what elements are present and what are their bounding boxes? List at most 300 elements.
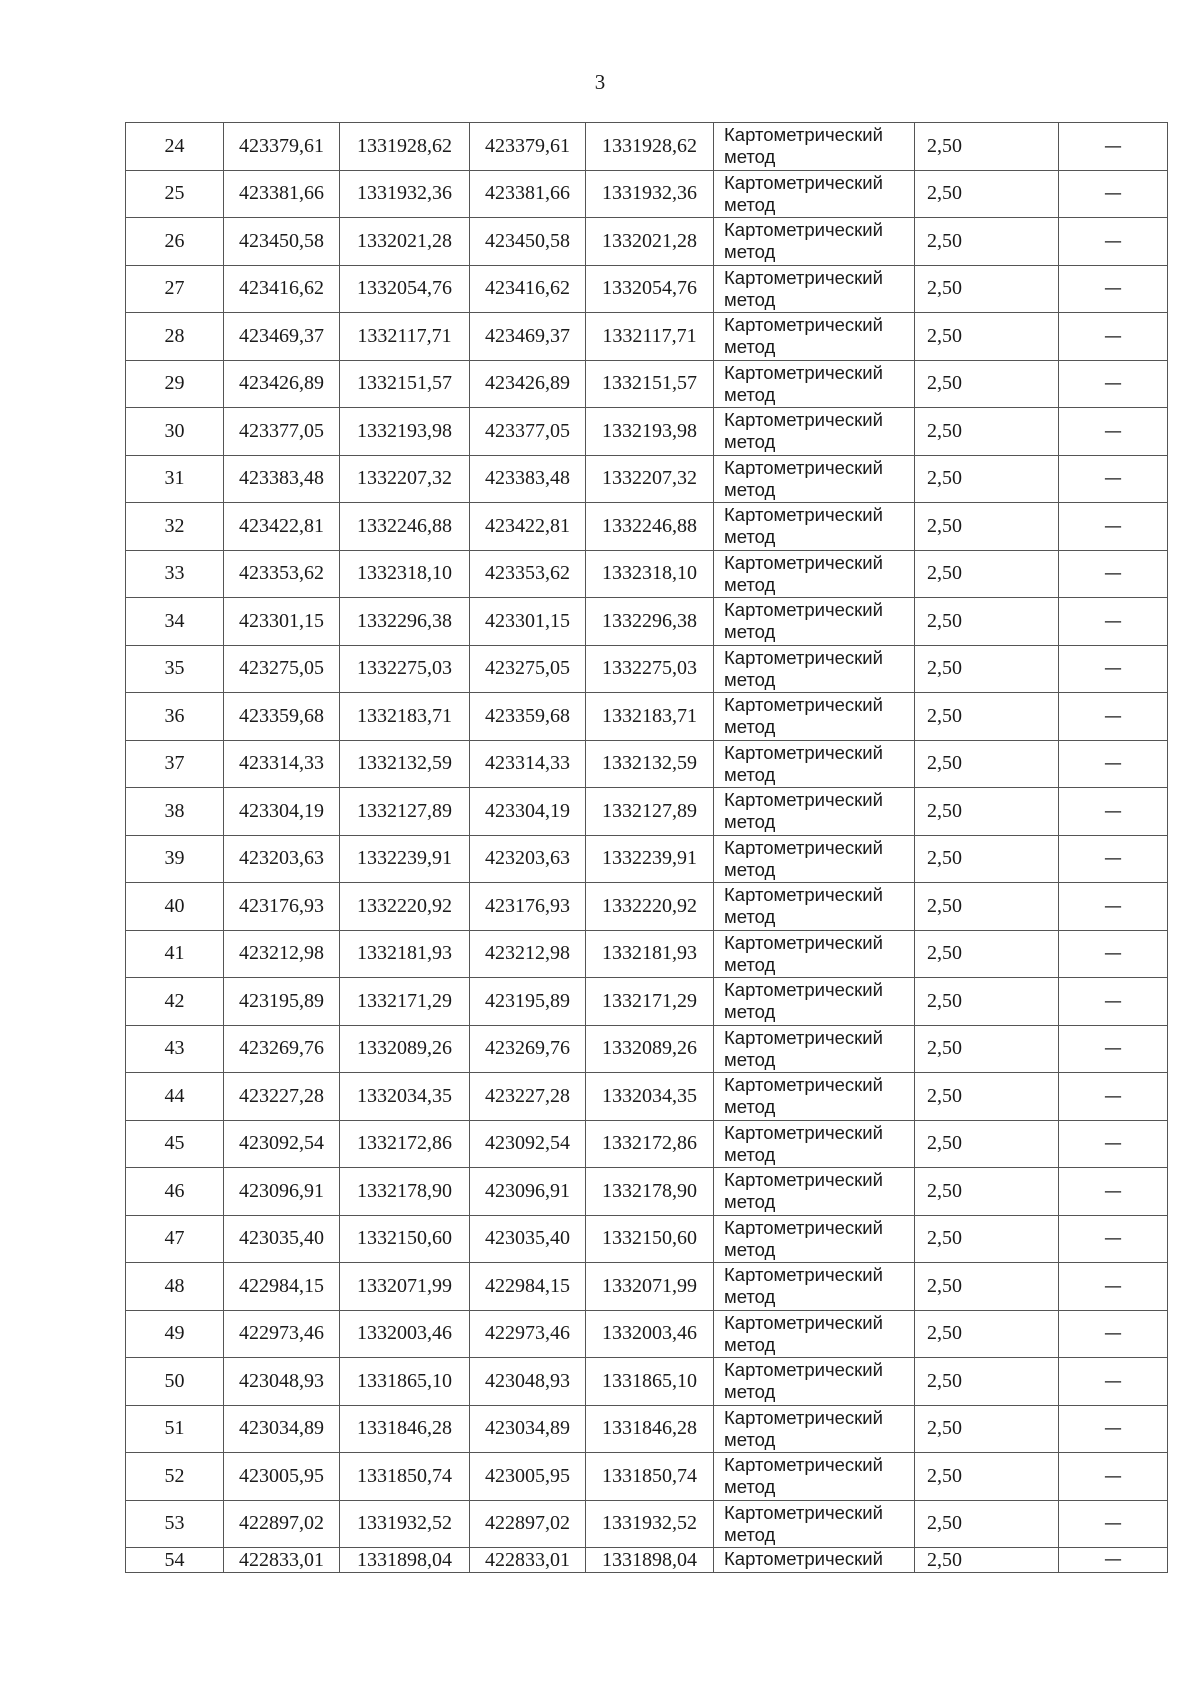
- existing-x-cell: 423195,89: [224, 978, 340, 1026]
- existing-y-cell: 1331865,10: [340, 1358, 470, 1406]
- point-number-cell: 31: [126, 455, 224, 503]
- new-y-cell: 1332021,28: [586, 218, 714, 266]
- method-line: метод: [724, 953, 776, 975]
- table-row: [126, 360, 1168, 408]
- table-row: [126, 1215, 1168, 1263]
- existing-x-cell: 423379,61: [224, 123, 340, 171]
- method-line: Картометрический: [724, 1026, 883, 1048]
- new-y-cell: 1332171,29: [586, 978, 714, 1026]
- note-cell: —: [1059, 788, 1168, 836]
- method-cell: [714, 835, 915, 883]
- method-line: Картометрический: [724, 171, 883, 193]
- new-y-cell: 1331865,10: [586, 1358, 714, 1406]
- accuracy-cell: 2,50: [915, 1168, 1059, 1216]
- table-row: [126, 1073, 1168, 1121]
- table-row: [126, 1120, 1168, 1168]
- method-line: метод: [724, 431, 776, 453]
- existing-x-cell: 423301,15: [224, 598, 340, 646]
- method-cell: [714, 1025, 915, 1073]
- point-number-cell: 25: [126, 170, 224, 218]
- table-row: [126, 1263, 1168, 1311]
- method-line: метод: [724, 1096, 776, 1118]
- point-number-cell: 36: [126, 693, 224, 741]
- table-row: [126, 1453, 1168, 1501]
- new-y-cell: 1332127,89: [586, 788, 714, 836]
- method-line: метод: [724, 1428, 776, 1450]
- accuracy-cell: 2,50: [915, 740, 1059, 788]
- point-number-cell: 48: [126, 1263, 224, 1311]
- method-line: Картометрический: [724, 124, 883, 146]
- existing-x-cell: 423359,68: [224, 693, 340, 741]
- existing-x-cell: 423353,62: [224, 550, 340, 598]
- existing-x-cell: 423035,40: [224, 1215, 340, 1263]
- accuracy-cell: 2,50: [915, 170, 1059, 218]
- method-line: метод: [724, 1048, 776, 1070]
- method-line: Картометрический: [724, 219, 883, 241]
- new-x-cell: 423203,63: [470, 835, 586, 883]
- method-line: метод: [724, 1238, 776, 1260]
- existing-x-cell: 423005,95: [224, 1453, 340, 1501]
- new-x-cell: 422897,02: [470, 1500, 586, 1548]
- accuracy-cell: 2,50: [915, 313, 1059, 361]
- existing-y-cell: 1331846,28: [340, 1405, 470, 1453]
- new-y-cell: 1332003,46: [586, 1310, 714, 1358]
- new-x-cell: 423416,62: [470, 265, 586, 313]
- accuracy-cell: 2,50: [915, 835, 1059, 883]
- existing-y-cell: 1332207,32: [340, 455, 470, 503]
- point-number-cell: 40: [126, 883, 224, 931]
- table-row: [126, 645, 1168, 693]
- new-y-cell: 1332296,38: [586, 598, 714, 646]
- existing-y-cell: 1332239,91: [340, 835, 470, 883]
- method-line: метод: [724, 288, 776, 310]
- new-x-cell: 423359,68: [470, 693, 586, 741]
- accuracy-cell: 2,50: [915, 218, 1059, 266]
- existing-y-cell: 1332181,93: [340, 930, 470, 978]
- point-number-cell: 44: [126, 1073, 224, 1121]
- point-number-cell: 34: [126, 598, 224, 646]
- new-x-cell: 423304,19: [470, 788, 586, 836]
- table-row: [126, 503, 1168, 551]
- method-line: метод: [724, 811, 776, 833]
- method-line: Картометрический: [724, 646, 883, 668]
- new-y-cell: 1332275,03: [586, 645, 714, 693]
- note-cell: —: [1059, 978, 1168, 1026]
- existing-x-cell: 423304,19: [224, 788, 340, 836]
- table-row: [126, 740, 1168, 788]
- table-row: [126, 1310, 1168, 1358]
- method-line: Картометрический: [724, 1359, 883, 1381]
- new-y-cell: 1332150,60: [586, 1215, 714, 1263]
- new-y-cell: 1331932,52: [586, 1500, 714, 1548]
- accuracy-cell: 2,50: [915, 1025, 1059, 1073]
- method-line: Картометрический: [724, 1311, 883, 1333]
- point-number-cell: 30: [126, 408, 224, 456]
- existing-y-cell: 1332034,35: [340, 1073, 470, 1121]
- method-line: метод: [724, 621, 776, 643]
- existing-x-cell: 423096,91: [224, 1168, 340, 1216]
- method-line: Картометрический: [724, 836, 883, 858]
- new-y-cell: 1332089,26: [586, 1025, 714, 1073]
- point-number-cell: 45: [126, 1120, 224, 1168]
- note-cell: —: [1059, 1358, 1168, 1406]
- existing-x-cell: 423092,54: [224, 1120, 340, 1168]
- existing-x-cell: 423426,89: [224, 360, 340, 408]
- existing-x-cell: 423227,28: [224, 1073, 340, 1121]
- method-line: Картометрический: [724, 314, 883, 336]
- method-cell: [714, 218, 915, 266]
- existing-y-cell: 1332296,38: [340, 598, 470, 646]
- accuracy-cell: 2,50: [915, 1405, 1059, 1453]
- method-line: Картометрический: [724, 1169, 883, 1191]
- method-cell: [714, 1168, 915, 1216]
- method-line: метод: [724, 668, 776, 690]
- table-row: [126, 1358, 1168, 1406]
- new-y-cell: 1332054,76: [586, 265, 714, 313]
- point-number-cell: 39: [126, 835, 224, 883]
- method-cell: [714, 883, 915, 931]
- table-row: [126, 313, 1168, 361]
- point-number-cell: 53: [126, 1500, 224, 1548]
- existing-x-cell: 423212,98: [224, 930, 340, 978]
- existing-y-cell: 1332021,28: [340, 218, 470, 266]
- new-x-cell: 423381,66: [470, 170, 586, 218]
- method-cell: [714, 550, 915, 598]
- point-number-cell: 47: [126, 1215, 224, 1263]
- new-y-cell: 1332151,57: [586, 360, 714, 408]
- method-line: Картометрический: [724, 931, 883, 953]
- existing-x-cell: 423176,93: [224, 883, 340, 931]
- accuracy-cell: 2,50: [915, 693, 1059, 741]
- new-x-cell: 423383,48: [470, 455, 586, 503]
- existing-y-cell: 1332178,90: [340, 1168, 470, 1216]
- new-y-cell: 1332207,32: [586, 455, 714, 503]
- new-y-cell: 1331932,36: [586, 170, 714, 218]
- method-line: метод: [724, 383, 776, 405]
- method-line: Картометрический: [724, 456, 883, 478]
- method-line: Картометрический: [724, 1216, 883, 1238]
- note-cell: —: [1059, 1120, 1168, 1168]
- existing-y-cell: 1332193,98: [340, 408, 470, 456]
- method-line: метод: [724, 1333, 776, 1355]
- point-number-cell: 54: [126, 1548, 224, 1573]
- new-y-cell: 1331850,74: [586, 1453, 714, 1501]
- note-cell: —: [1059, 313, 1168, 361]
- table-row: [126, 693, 1168, 741]
- note-cell: —: [1059, 1025, 1168, 1073]
- new-x-cell: 423275,05: [470, 645, 586, 693]
- new-x-cell: 423035,40: [470, 1215, 586, 1263]
- page-number: 3: [594, 70, 606, 94]
- accuracy-cell: 2,50: [915, 1263, 1059, 1311]
- table-row: [126, 788, 1168, 836]
- coordinates-table: [125, 122, 1168, 1573]
- note-cell: —: [1059, 598, 1168, 646]
- method-line: Картометрический: [724, 266, 883, 288]
- existing-y-cell: 1332318,10: [340, 550, 470, 598]
- method-cell: [714, 170, 915, 218]
- existing-x-cell: 423381,66: [224, 170, 340, 218]
- accuracy-cell: 2,50: [915, 978, 1059, 1026]
- method-cell: [714, 360, 915, 408]
- new-y-cell: 1331928,62: [586, 123, 714, 171]
- method-line: метод: [724, 526, 776, 548]
- accuracy-cell: 2,50: [915, 408, 1059, 456]
- point-number-cell: 24: [126, 123, 224, 171]
- accuracy-cell: 2,50: [915, 1358, 1059, 1406]
- point-number-cell: 35: [126, 645, 224, 693]
- table-row: [126, 1025, 1168, 1073]
- point-number-cell: 37: [126, 740, 224, 788]
- existing-y-cell: 1332150,60: [340, 1215, 470, 1263]
- point-number-cell: 33: [126, 550, 224, 598]
- new-x-cell: 423377,05: [470, 408, 586, 456]
- method-line: Картометрический: [724, 599, 883, 621]
- method-cell: [714, 265, 915, 313]
- method-line: метод: [724, 763, 776, 785]
- table-row: [126, 218, 1168, 266]
- note-cell: —: [1059, 123, 1168, 171]
- accuracy-cell: 2,50: [915, 123, 1059, 171]
- method-line: метод: [724, 1523, 776, 1545]
- existing-y-cell: 1332220,92: [340, 883, 470, 931]
- method-cell: [714, 1548, 915, 1573]
- note-cell: —: [1059, 835, 1168, 883]
- note-cell: —: [1059, 1073, 1168, 1121]
- note-cell: —: [1059, 1215, 1168, 1263]
- existing-x-cell: 423275,05: [224, 645, 340, 693]
- method-line: Картометрический: [724, 504, 883, 526]
- method-line: Картометрический: [724, 1548, 883, 1569]
- method-cell: [714, 1310, 915, 1358]
- existing-y-cell: 1332151,57: [340, 360, 470, 408]
- new-x-cell: 423301,15: [470, 598, 586, 646]
- method-line: Картометрический: [724, 741, 883, 763]
- method-line: метод: [724, 478, 776, 500]
- existing-x-cell: 423269,76: [224, 1025, 340, 1073]
- method-cell: [714, 1073, 915, 1121]
- existing-x-cell: 422833,01: [224, 1548, 340, 1573]
- note-cell: —: [1059, 1405, 1168, 1453]
- note-cell: —: [1059, 503, 1168, 551]
- point-number-cell: 41: [126, 930, 224, 978]
- existing-y-cell: 1332183,71: [340, 693, 470, 741]
- method-line: Картометрический: [724, 1074, 883, 1096]
- point-number-cell: 32: [126, 503, 224, 551]
- method-cell: [714, 1500, 915, 1548]
- new-x-cell: 423379,61: [470, 123, 586, 171]
- note-cell: —: [1059, 1548, 1168, 1573]
- table-row: [126, 550, 1168, 598]
- method-line: Картометрический: [724, 1121, 883, 1143]
- new-x-cell: 423450,58: [470, 218, 586, 266]
- method-line: метод: [724, 1143, 776, 1165]
- method-line: метод: [724, 716, 776, 738]
- new-x-cell: 423422,81: [470, 503, 586, 551]
- existing-y-cell: 1332117,71: [340, 313, 470, 361]
- accuracy-cell: 2,50: [915, 1120, 1059, 1168]
- new-y-cell: 1331898,04: [586, 1548, 714, 1573]
- new-x-cell: 423269,76: [470, 1025, 586, 1073]
- accuracy-cell: 2,50: [915, 265, 1059, 313]
- accuracy-cell: 2,50: [915, 883, 1059, 931]
- method-line: Картометрический: [724, 979, 883, 1001]
- existing-y-cell: 1331928,62: [340, 123, 470, 171]
- method-line: метод: [724, 241, 776, 263]
- new-y-cell: 1332132,59: [586, 740, 714, 788]
- new-y-cell: 1332239,91: [586, 835, 714, 883]
- existing-y-cell: 1332127,89: [340, 788, 470, 836]
- note-cell: —: [1059, 1310, 1168, 1358]
- new-x-cell: 422833,01: [470, 1548, 586, 1573]
- table-row: [126, 1168, 1168, 1216]
- new-y-cell: 1332117,71: [586, 313, 714, 361]
- method-cell: [714, 740, 915, 788]
- note-cell: —: [1059, 740, 1168, 788]
- note-cell: —: [1059, 218, 1168, 266]
- method-line: Картометрический: [724, 884, 883, 906]
- existing-x-cell: 422897,02: [224, 1500, 340, 1548]
- note-cell: —: [1059, 1500, 1168, 1548]
- new-x-cell: 423005,95: [470, 1453, 586, 1501]
- existing-x-cell: 423034,89: [224, 1405, 340, 1453]
- method-cell: [714, 1453, 915, 1501]
- method-line: метод: [724, 906, 776, 928]
- note-cell: —: [1059, 693, 1168, 741]
- method-line: метод: [724, 573, 776, 595]
- accuracy-cell: 2,50: [915, 455, 1059, 503]
- new-x-cell: 423469,37: [470, 313, 586, 361]
- method-cell: [714, 408, 915, 456]
- method-line: метод: [724, 1286, 776, 1308]
- existing-x-cell: 423048,93: [224, 1358, 340, 1406]
- new-y-cell: 1332220,92: [586, 883, 714, 931]
- existing-x-cell: 423416,62: [224, 265, 340, 313]
- point-number-cell: 52: [126, 1453, 224, 1501]
- note-cell: —: [1059, 408, 1168, 456]
- existing-y-cell: 1332054,76: [340, 265, 470, 313]
- point-number-cell: 27: [126, 265, 224, 313]
- method-cell: [714, 930, 915, 978]
- new-y-cell: 1332172,86: [586, 1120, 714, 1168]
- existing-y-cell: 1332246,88: [340, 503, 470, 551]
- method-cell: [714, 313, 915, 361]
- accuracy-cell: 2,50: [915, 1073, 1059, 1121]
- note-cell: —: [1059, 1453, 1168, 1501]
- point-number-cell: 29: [126, 360, 224, 408]
- note-cell: —: [1059, 360, 1168, 408]
- existing-y-cell: 1332132,59: [340, 740, 470, 788]
- table-row: [126, 265, 1168, 313]
- accuracy-cell: 2,50: [915, 550, 1059, 598]
- accuracy-cell: 2,50: [915, 1500, 1059, 1548]
- table-row: [126, 835, 1168, 883]
- new-x-cell: 423314,33: [470, 740, 586, 788]
- new-y-cell: 1332181,93: [586, 930, 714, 978]
- new-y-cell: 1332178,90: [586, 1168, 714, 1216]
- table-row: [126, 930, 1168, 978]
- method-cell: [714, 978, 915, 1026]
- existing-y-cell: 1332172,86: [340, 1120, 470, 1168]
- method-line: Картометрический: [724, 1264, 883, 1286]
- accuracy-cell: 2,50: [915, 598, 1059, 646]
- method-cell: [714, 645, 915, 693]
- method-line: метод: [724, 1381, 776, 1403]
- method-line: Картометрический: [724, 1454, 883, 1476]
- existing-y-cell: 1332089,26: [340, 1025, 470, 1073]
- method-cell: [714, 1215, 915, 1263]
- note-cell: —: [1059, 265, 1168, 313]
- accuracy-cell: 2,50: [915, 645, 1059, 693]
- existing-x-cell: 422984,15: [224, 1263, 340, 1311]
- table-body: [126, 123, 1168, 1573]
- method-line: метод: [724, 1476, 776, 1498]
- accuracy-cell: 2,50: [915, 360, 1059, 408]
- accuracy-cell: 2,50: [915, 1548, 1059, 1573]
- method-cell: [714, 598, 915, 646]
- new-x-cell: 422973,46: [470, 1310, 586, 1358]
- existing-y-cell: 1331850,74: [340, 1453, 470, 1501]
- new-x-cell: 423048,93: [470, 1358, 586, 1406]
- new-y-cell: 1332071,99: [586, 1263, 714, 1311]
- method-cell: [714, 693, 915, 741]
- table-row: [126, 978, 1168, 1026]
- accuracy-cell: 2,50: [915, 1310, 1059, 1358]
- table-row: [126, 170, 1168, 218]
- new-x-cell: 423353,62: [470, 550, 586, 598]
- existing-x-cell: 423450,58: [224, 218, 340, 266]
- note-cell: —: [1059, 1263, 1168, 1311]
- method-line: метод: [724, 1191, 776, 1213]
- existing-y-cell: 1332003,46: [340, 1310, 470, 1358]
- table-row: [126, 1500, 1168, 1548]
- table-row: [126, 883, 1168, 931]
- new-x-cell: 423426,89: [470, 360, 586, 408]
- method-line: Картометрический: [724, 361, 883, 383]
- new-x-cell: 423096,91: [470, 1168, 586, 1216]
- existing-x-cell: 423422,81: [224, 503, 340, 551]
- existing-y-cell: 1332275,03: [340, 645, 470, 693]
- new-y-cell: 1332246,88: [586, 503, 714, 551]
- method-line: метод: [724, 146, 776, 168]
- point-number-cell: 38: [126, 788, 224, 836]
- new-x-cell: 423176,93: [470, 883, 586, 931]
- new-y-cell: 1332193,98: [586, 408, 714, 456]
- note-cell: —: [1059, 170, 1168, 218]
- accuracy-cell: 2,50: [915, 1215, 1059, 1263]
- new-y-cell: 1332034,35: [586, 1073, 714, 1121]
- table-row: [126, 123, 1168, 171]
- accuracy-cell: 2,50: [915, 930, 1059, 978]
- point-number-cell: 26: [126, 218, 224, 266]
- table-row: [126, 455, 1168, 503]
- point-number-cell: 42: [126, 978, 224, 1026]
- new-x-cell: 423195,89: [470, 978, 586, 1026]
- existing-y-cell: 1332171,29: [340, 978, 470, 1026]
- point-number-cell: 43: [126, 1025, 224, 1073]
- point-number-cell: 51: [126, 1405, 224, 1453]
- new-x-cell: 422984,15: [470, 1263, 586, 1311]
- existing-x-cell: 423314,33: [224, 740, 340, 788]
- note-cell: —: [1059, 550, 1168, 598]
- method-cell: [714, 1263, 915, 1311]
- existing-x-cell: 423383,48: [224, 455, 340, 503]
- method-cell: [714, 788, 915, 836]
- method-line: метод: [724, 858, 776, 880]
- method-cell: [714, 123, 915, 171]
- method-line: Картометрический: [724, 551, 883, 573]
- table-row: [126, 1405, 1168, 1453]
